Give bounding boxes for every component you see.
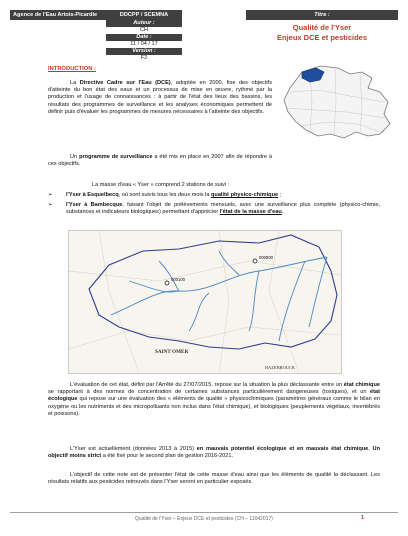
station-label-2: 000100	[171, 277, 185, 282]
p5-b1: en mauvais potentiel écologique et en mauvais état chimique	[196, 446, 369, 452]
author-value: CH	[139, 27, 149, 33]
river-network	[111, 251, 327, 341]
p5-b2: Un objectif moins strict	[48, 446, 380, 460]
document-title: Qualité de l'Yser	[292, 23, 352, 32]
paragraph-stations: La masse d'eau « Yser » comprend 2 stations de suivi :	[92, 182, 230, 188]
p2-rest: a été mis en place en 2007 afin de répondre à ces objectifs.	[48, 154, 273, 168]
station-marker-2	[165, 281, 169, 285]
page-number: 1	[361, 515, 364, 521]
paragraph-status	[48, 446, 380, 460]
date-label: Date :	[106, 34, 182, 41]
p4-d: qui repose sur une évaluation des « éléments de qualité » physicochimiques (paramètres généraux comme le bilan en oxygène ou les nutriments et des micropolluants non inclus dans l'état chimique), et biologiques (peuplements végétaux, invertébrés et poissons).	[48, 396, 380, 417]
version-label: Version :	[106, 48, 182, 55]
b2-underline: l'état de la masse d'eau	[219, 209, 282, 216]
p1-bold: Directive Cadre sur l'Eau (DCE)	[79, 80, 171, 86]
p4-a: L'évaluation de cet état, défini par l'Arrêté du 27/07/2015, repose sur la situation la plus déclassante entre un	[70, 382, 344, 388]
roads	[69, 231, 341, 373]
bullet-esquelbecq	[66, 192, 380, 199]
date-value: 11 / 04 / 17	[130, 41, 158, 47]
catchment-map-svg	[69, 231, 341, 373]
town-label-2: HAZEBROUCK	[265, 365, 296, 370]
paragraph-objective: L'objectif de cette note est de présenter l'état de cette masse d'eau ainsi que les éléments de qualité la déclassant. Les résultats relatifs aux pesticides retrouvés dans l'Yser seront en particulier exposés.	[48, 472, 380, 486]
station-label-1: 000800	[259, 255, 273, 260]
p4-c: se rapportant à des normes de concentration de certaines substances particulièrement dangereuses (toxiques), et un	[48, 389, 371, 396]
region-outline	[284, 66, 390, 138]
b1-underline: qualité physico-chimique	[210, 192, 279, 198]
author-label: Auteur :	[106, 20, 182, 27]
b1-mid: , où sont suivis tous les deux mois la	[118, 192, 211, 198]
p1-rest: , adoptée en 2000, fixe des objectifs d'atteinte du bon état des eaux et un processus de mise en œuvre, rythmé par la production et l'usage de connaissances : à partir de l'état des lieux des bassins, les résultats des programmes de surveillance et les analyses économiques permettent de définir puis d'évaluer les programmes de mesures nécessaires à l'atteinte des objectifs.	[48, 80, 273, 115]
page-footer: Qualité de l'Yser – Enjeux DCE et pesticides (CH – 11042017)	[135, 516, 273, 522]
locator-map	[280, 62, 398, 144]
document-subtitle: Enjeux DCE et pesticides	[276, 33, 368, 42]
paragraph-evaluation	[48, 382, 380, 418]
p5-d: a été fixé pour le second plan de gestion 2016-2021.	[101, 453, 234, 460]
p5-a: L'Yser est actuellement (données 2013 à 2015)	[70, 446, 197, 452]
station-marker-1	[253, 259, 257, 263]
bullet-bambecque	[66, 202, 380, 216]
p4-b2: état écologique	[48, 389, 380, 403]
version-value: F2	[140, 55, 148, 61]
title-box	[246, 10, 398, 54]
p4-b1: état chimique	[343, 382, 381, 388]
p2-bold: programme de surveillance	[79, 154, 153, 160]
paragraph-surveillance	[48, 154, 272, 168]
b2-bold: l'Yser à Bambecque	[66, 202, 123, 208]
b2-mid: , faisant l'objet de prélèvements mensuels, avec une surveillance plus complète (physico-chimie, substances et indicateurs biologiques) permettant d'apprécier	[66, 202, 381, 216]
intro-heading: INTRODUCTION :	[48, 66, 96, 72]
bullet-arrow: ➢	[48, 202, 53, 208]
department: DDCPP / SCEMNA	[106, 10, 182, 20]
org-name: Agence de l'Eau Artois-Picardie	[10, 10, 106, 20]
p1-prefix: La	[70, 80, 80, 86]
b1-bold: l'Yser à Esquelbecq	[66, 192, 119, 198]
title-label: Titre :	[246, 10, 398, 20]
p2-prefix: Un	[70, 154, 80, 160]
bullet-arrow: ➢	[48, 192, 53, 198]
b2-end: .	[281, 209, 284, 216]
b1-end: ;	[278, 192, 282, 198]
paragraph-dce	[48, 80, 272, 116]
p5-c: .	[368, 446, 373, 452]
footer-divider	[10, 512, 398, 513]
town-label-1: SAINT OMER	[155, 349, 189, 355]
catchment-map	[68, 230, 342, 374]
